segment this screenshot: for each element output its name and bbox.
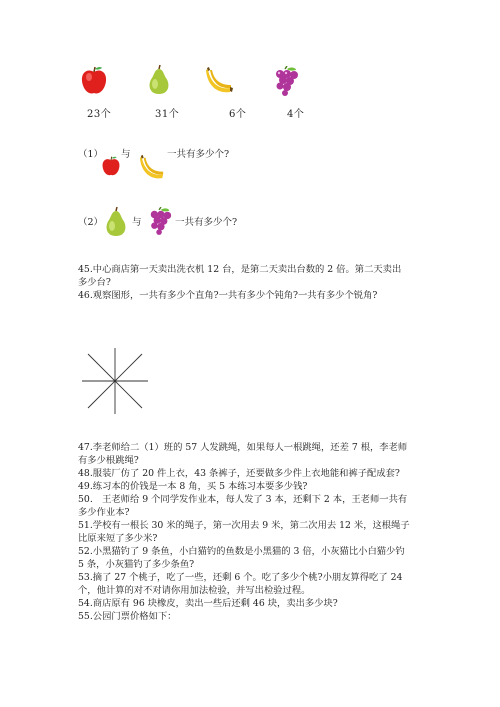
banana-icon — [138, 154, 166, 180]
grape-icon — [272, 66, 300, 96]
problem-50-line-1: 50. 王老师给 9 个同学发作业本，每人发了 3 本，还剩下 2 本，王老师一共有 — [78, 494, 408, 505]
apple-count: 23个 — [87, 109, 112, 120]
question-2-connector: 与 — [132, 217, 142, 228]
apple-icon — [101, 156, 121, 177]
problem-55: 55.公园门票价格如下： — [78, 611, 177, 622]
pear-icon — [145, 64, 173, 96]
apple-icon — [80, 66, 108, 96]
problem-53-line-2: 个，他计算的对不对请你用加法检验，并写出检验过程。 — [78, 585, 311, 596]
problem-50-line-2: 多少作业本? — [78, 507, 130, 518]
problem-46: 46.观察图形，一共有多少个直角?一共有多少个钝角?一共有多少个锐角? — [78, 290, 378, 301]
problem-52-line-1: 52.小黑猫钓了 9 条鱼，小白猫钓的鱼数是小黑猫的 3 倍，小灰猫比小白猫少钓 — [78, 546, 405, 557]
problem-54: 54.商店原有 96 块橡皮，卖出一些后还剩 46 块，卖出多少块? — [78, 598, 338, 609]
grape-count: 4个 — [287, 109, 305, 120]
pear-icon — [102, 206, 130, 238]
pear-count: 31个 — [155, 109, 180, 120]
problem-52-line-2: 5 条，小灰猫钓了多少条鱼? — [78, 559, 195, 570]
question-2-ask: 一共有多少个? — [175, 217, 238, 228]
grape-icon — [147, 207, 173, 235]
banana-count: 6个 — [229, 109, 247, 120]
angle-figure — [80, 346, 150, 416]
problem-45-line-1: 45.中心商店第一天卖出洗衣机 12 台，是第二天卖出台数的 2 倍。第二天卖出 — [78, 264, 402, 275]
problem-53-line-1: 53.摘了 27 个桃子，吃了一些，还剩 6 个。吃了多少个桃?小朋友算得吃了 24 — [78, 572, 403, 583]
problem-48: 48.服装厂仿了 20 件上衣，43 条裤子，还要做多少件上衣地能和裤子配成套? — [78, 468, 400, 479]
problem-51-line-1: 51.学校有一根长 30 米的绳子，第一次用去 9 米，第二次用去 12 米，这根绳子 — [78, 520, 410, 531]
problem-45-line-2: 多少台? — [78, 277, 111, 288]
problem-51-line-2: 比原来短了多少米? — [78, 533, 158, 544]
question-1-ask: 一共有多少个? — [167, 149, 230, 160]
problem-47-line-1: 47.李老师给二（1）班的 57 人发跳绳，如果每人一根跳绳，还差 7 根，李老师 — [78, 442, 408, 453]
problem-49: 49.练习本的价钱是一本 8 角，买 5 本练习本要多少钱? — [78, 481, 308, 492]
question-2-label: （2） — [78, 217, 104, 228]
problem-47-line-2: 有多少根跳绳? — [78, 455, 139, 466]
question-1-label: （1） — [78, 149, 104, 160]
question-1-connector: 与 — [121, 149, 131, 160]
banana-icon — [204, 66, 234, 94]
